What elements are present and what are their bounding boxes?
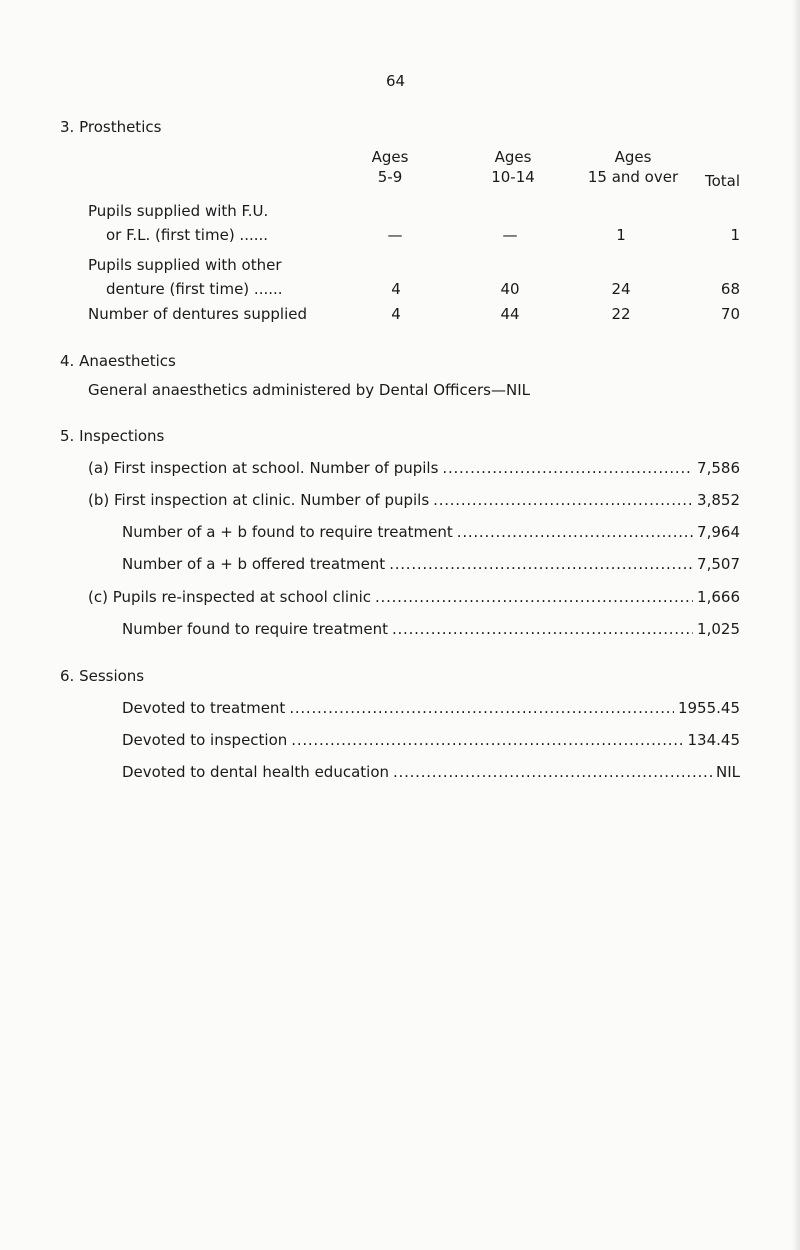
list-item bbox=[122, 523, 740, 541]
list-item bbox=[122, 699, 740, 717]
leader-dots bbox=[375, 588, 693, 606]
table-cell: 4 bbox=[391, 280, 401, 298]
table-cell: 1 bbox=[730, 226, 740, 244]
col-header-total: Total bbox=[704, 172, 740, 190]
table-cell: — bbox=[387, 226, 403, 244]
session-value: NIL bbox=[715, 763, 740, 781]
section-heading-prosthetics: 3. Prosthetics bbox=[60, 118, 162, 136]
table-row-label: Pupils supplied with other bbox=[88, 256, 282, 274]
table-row-label: or F.L. (first time) ...... bbox=[106, 226, 269, 244]
list-item bbox=[122, 620, 740, 638]
leader-dots bbox=[442, 459, 693, 477]
leader-dots bbox=[433, 491, 693, 509]
table-cell: 24 bbox=[611, 280, 631, 298]
table-cell: 22 bbox=[611, 305, 631, 323]
list-item bbox=[122, 731, 740, 749]
inspection-value: 1,025 bbox=[697, 620, 740, 638]
table-cell: 44 bbox=[500, 305, 520, 323]
table-cell: — bbox=[502, 226, 518, 244]
section-heading-inspections: 5. Inspections bbox=[60, 427, 165, 445]
table-row-label: denture (first time) ...... bbox=[106, 280, 283, 298]
table-row-label: Number of dentures supplied bbox=[88, 305, 307, 323]
inspection-label: (a) First inspection at school. Number of pupils bbox=[88, 459, 439, 477]
inspection-value: 7,964 bbox=[697, 523, 740, 541]
leader-dots bbox=[392, 620, 693, 638]
session-value: 1955.45 bbox=[677, 699, 740, 717]
list-item bbox=[88, 491, 740, 509]
inspection-label: (b) First inspection at clinic. Number of pupils bbox=[88, 491, 430, 509]
leader-dots bbox=[457, 523, 693, 541]
table-cell: 4 bbox=[391, 305, 401, 323]
table-cell: 40 bbox=[500, 280, 520, 298]
inspection-label: Number found to require treatment bbox=[122, 620, 388, 638]
table-cell: 68 bbox=[720, 280, 740, 298]
table-cell: 70 bbox=[720, 305, 740, 323]
list-item bbox=[122, 555, 740, 573]
inspection-label: Number of a + b offered treatment bbox=[122, 555, 386, 573]
page-number: 64 bbox=[386, 72, 406, 90]
inspection-value: 1,666 bbox=[697, 588, 740, 606]
section-heading-anaesthetics: 4. Anaesthetics bbox=[60, 352, 176, 370]
col-header-ages-10-14: Ages 10-14 bbox=[491, 148, 535, 186]
col-header-ages-15-over: Ages 15 and over bbox=[587, 148, 679, 186]
session-label: Devoted to dental health education bbox=[122, 763, 390, 781]
session-label: Devoted to treatment bbox=[122, 699, 286, 717]
col-header-ages-5-9: Ages 5-9 bbox=[371, 148, 409, 186]
inspection-value: 7,586 bbox=[697, 459, 740, 477]
leader-dots bbox=[291, 731, 683, 749]
leader-dots bbox=[389, 555, 693, 573]
inspection-value: 7,507 bbox=[697, 555, 740, 573]
list-item bbox=[88, 459, 740, 477]
inspection-label: (c) Pupils re-inspected at school clinic bbox=[88, 588, 372, 606]
table-row-label: Pupils supplied with F.U. bbox=[88, 202, 269, 220]
session-label: Devoted to inspection bbox=[122, 731, 288, 749]
anaesthetics-statement: General anaesthetics administered by Dental Officers—NIL bbox=[88, 381, 530, 399]
inspection-label: Number of a + b found to require treatment bbox=[122, 523, 453, 541]
section-heading-sessions: 6. Sessions bbox=[60, 667, 145, 685]
list-item bbox=[88, 588, 740, 606]
leader-dots bbox=[289, 699, 674, 717]
page-edge-shadow bbox=[792, 0, 800, 1250]
list-item bbox=[122, 763, 740, 781]
table-cell: 1 bbox=[616, 226, 626, 244]
inspection-value: 3,852 bbox=[697, 491, 740, 509]
leader-dots bbox=[393, 763, 712, 781]
session-value: 134.45 bbox=[687, 731, 740, 749]
